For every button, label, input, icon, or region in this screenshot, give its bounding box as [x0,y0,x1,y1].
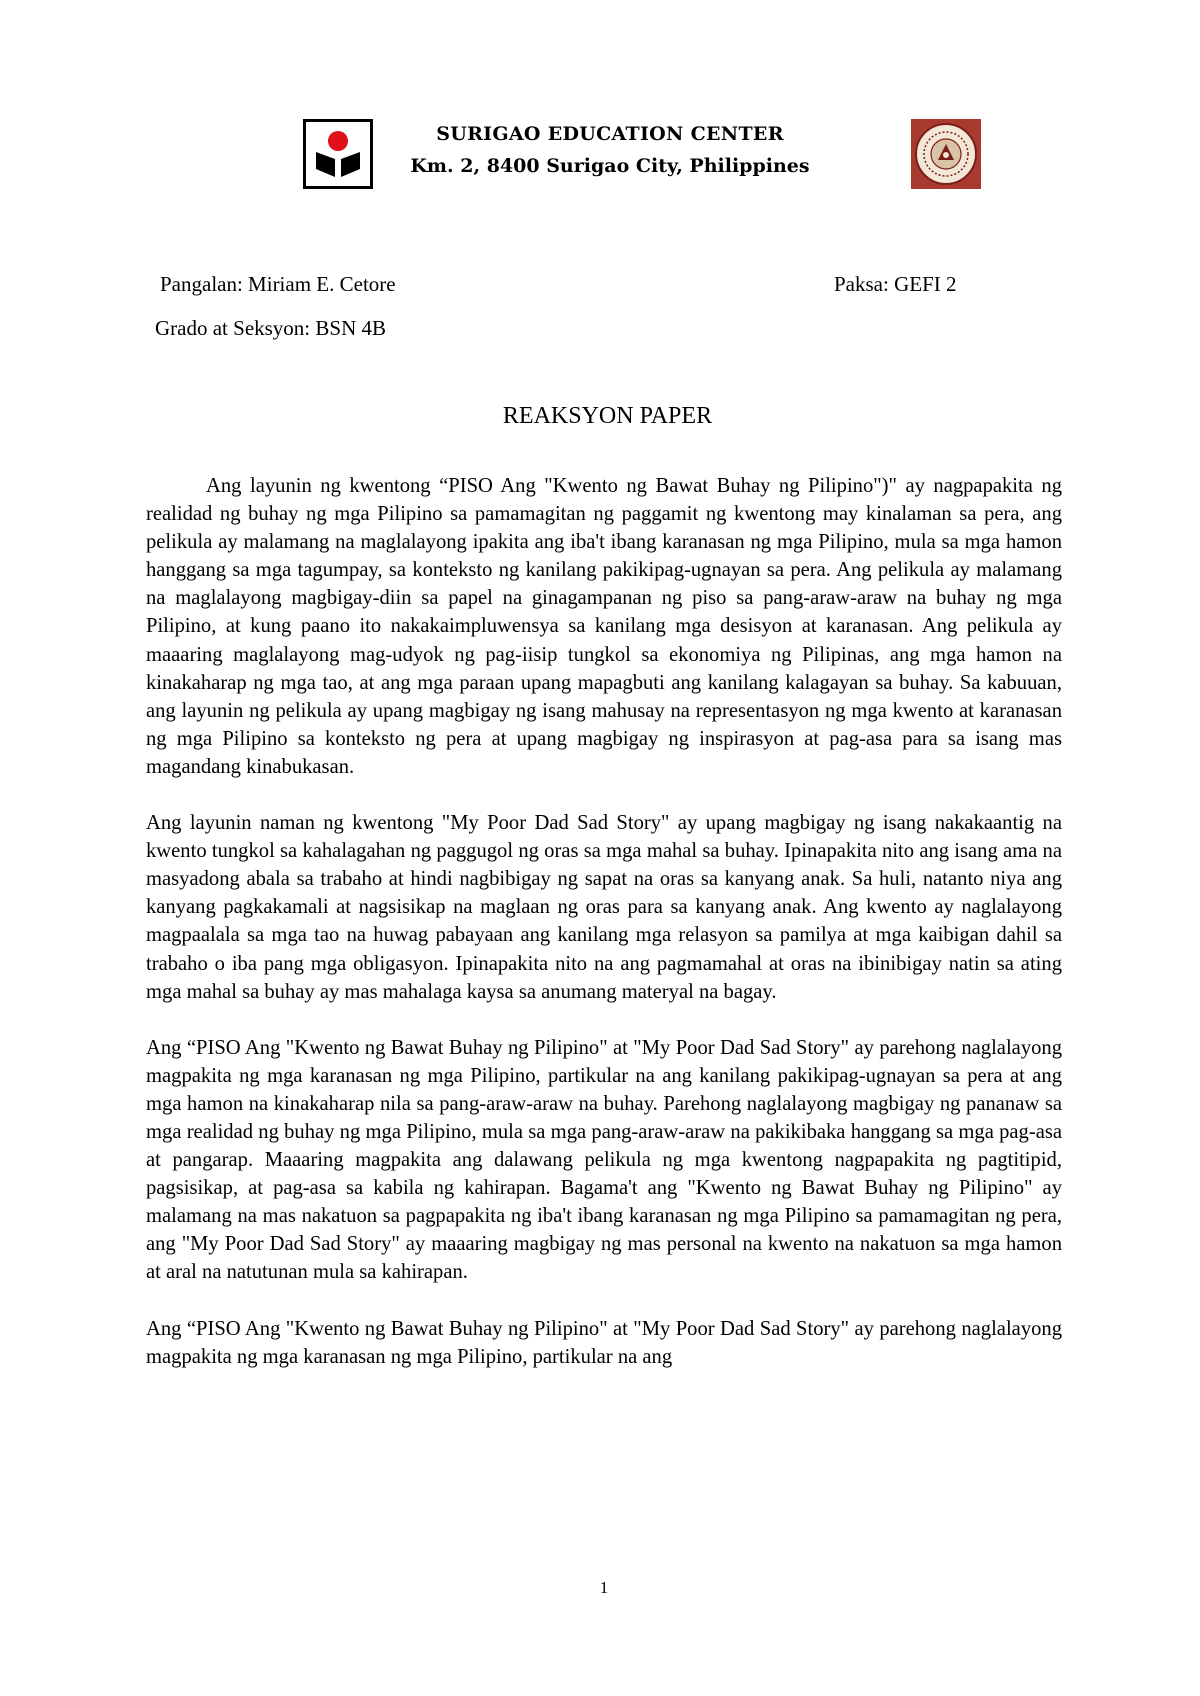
school-seal-logo-icon [911,119,981,189]
open-book-red-dot-logo-icon [303,119,373,189]
logo-book-left-page [316,152,335,177]
student-name-line: Pangalan: Miriam E. Cetore [160,272,396,296]
school-address: Km. 2, 8400 Surigao City, Philippines [410,155,810,177]
seal-emblem-dot [943,152,949,158]
body-paragraph-2: Ang layunin naman ng kwentong "My Poor Dad Sad Story" ay upang magbigay ng isang nakakaantig na kwento tungkol sa kahalagahan ng paggugol ng oras sa mga mahal sa buhay. Ipinapakita nito ang isang ama na masyadong abala sa trabaho at hindi nagbibigay ng sapat na oras sa kanyang anak. Sa huli, natanto niya ang kanyang pagkakamali at nagsisikap na maglaan ng oras para sa kanyang anak. Ang kwento ay naglalayong magpaalala sa mga tao na huwag pabayaan ang kanilang mga relasyon sa pamilya at mga kaibigan dahil sa trabaho o iba pang mga obligasyon. Ipinapakita nito na ang pagmamahal at oras na ibinibigay natin sa ating mga mahal sa buhay ay mas mahalaga kaysa sa anumang materyal na bagay. [146,812,1062,1003]
logo-left-graphic [306,122,370,186]
body-paragraph-4: Ang “PISO Ang "Kwento ng Bawat Buhay ng Pilipino" at "My Poor Dad Sad Story" ay parehong naglalayong magpakita ng mga karanasan ng mga Pilipino, partikular na ang [146,1317,1062,1368]
body-paragraph-3: Ang “PISO Ang "Kwento ng Bawat Buhay ng Pilipino" at "My Poor Dad Sad Story" ay parehong naglalayong magpakita ng mga karanasan ng mga Pilipino, partikular na ang kanilang pakikipag-ugnayan sa pera at ang mga hamon na kinakaharap nila sa pang-araw-araw na buhay. Parehong naglalayong magbigay ng pananaw sa mga realidad ng buhay ng mga Pilipino, mula sa mga pang-araw-araw na pakikibaka hanggang sa mga pag-asa at pangarap. Maaaring magpakita ang dalawang pelikula ng mga kwentong nagpapakita ng pagtitipid, pagsisikap, at pag-asa sa kabila ng kahirapan. Bagama't ang "Kwento ng Bawat Buhay ng Pilipino" ay malamang na mas nakatuon sa pagpapakita ng iba't ibang karanasan ng mga Pilipino sa pamamagitan ng pera, ang "My Poor Dad Sad Story" ay maaaring magbigay ng mas personal na kwento na nakatuon sa mga hamon at aral na natutunan mula sa kahirapan. [146,1036,1062,1284]
body-paragraph-1: Ang layunin ng kwentong “PISO Ang "Kwento ng Bawat Buhay ng Pilipino")" ay nagpapakita ng realidad ng buhay ng mga Pilipino sa pamamagitan ng paggamit ng kwentong may kinalaman sa pera, ang pelikula ay malamang na maglalayong ipakita ang iba't ibang karanasan ng mga Pilipino, mula sa mga hamon hanggang sa mga tagumpay, sa konteksto ng kanilang pakikipag-ugnayan sa pera. Ang pelikula ay malamang na maglalayong magbigay-diin sa papel na ginagampanan ng piso sa pang-araw-araw na buhay ng mga Pilipino, at kung paano ito nakakaimpluwensya sa kanilang mga desisyon at karanasan. Ang pelikula ay maaaring maglalayong mag-udyok ng pag-iisip tungkol sa ekonomiya ng Pilipinas, ang mga hamon na kinakaharap ng mga tao, at ang mga paraan upang mapagbuti ang kanilang kalagayan sa buhay. Sa kabuuan, ang layunin ng pelikula ay upang magbigay ng isang mahusay na representasyon ng mga kwento at karanasan ng mga Pilipino sa konteksto ng pera at upang magbigay ng inspirasyon at pag-asa para sa isang mas magandang kinabukasan. [146,475,1062,778]
page-number: 1 [599,1578,609,1597]
school-name: SURIGAO EDUCATION CENTER [436,123,784,145]
paper-title: REAKSYON PAPER [502,403,713,429]
logo-red-dot [328,131,348,151]
body-text [146,472,1062,1399]
grade-section-line: Grado at Seksyon: BSN 4B [155,316,386,340]
logo-right-graphic [911,119,981,189]
subject-line: Paksa: GEFI 2 [834,272,957,296]
logo-book-right-page [341,152,360,177]
